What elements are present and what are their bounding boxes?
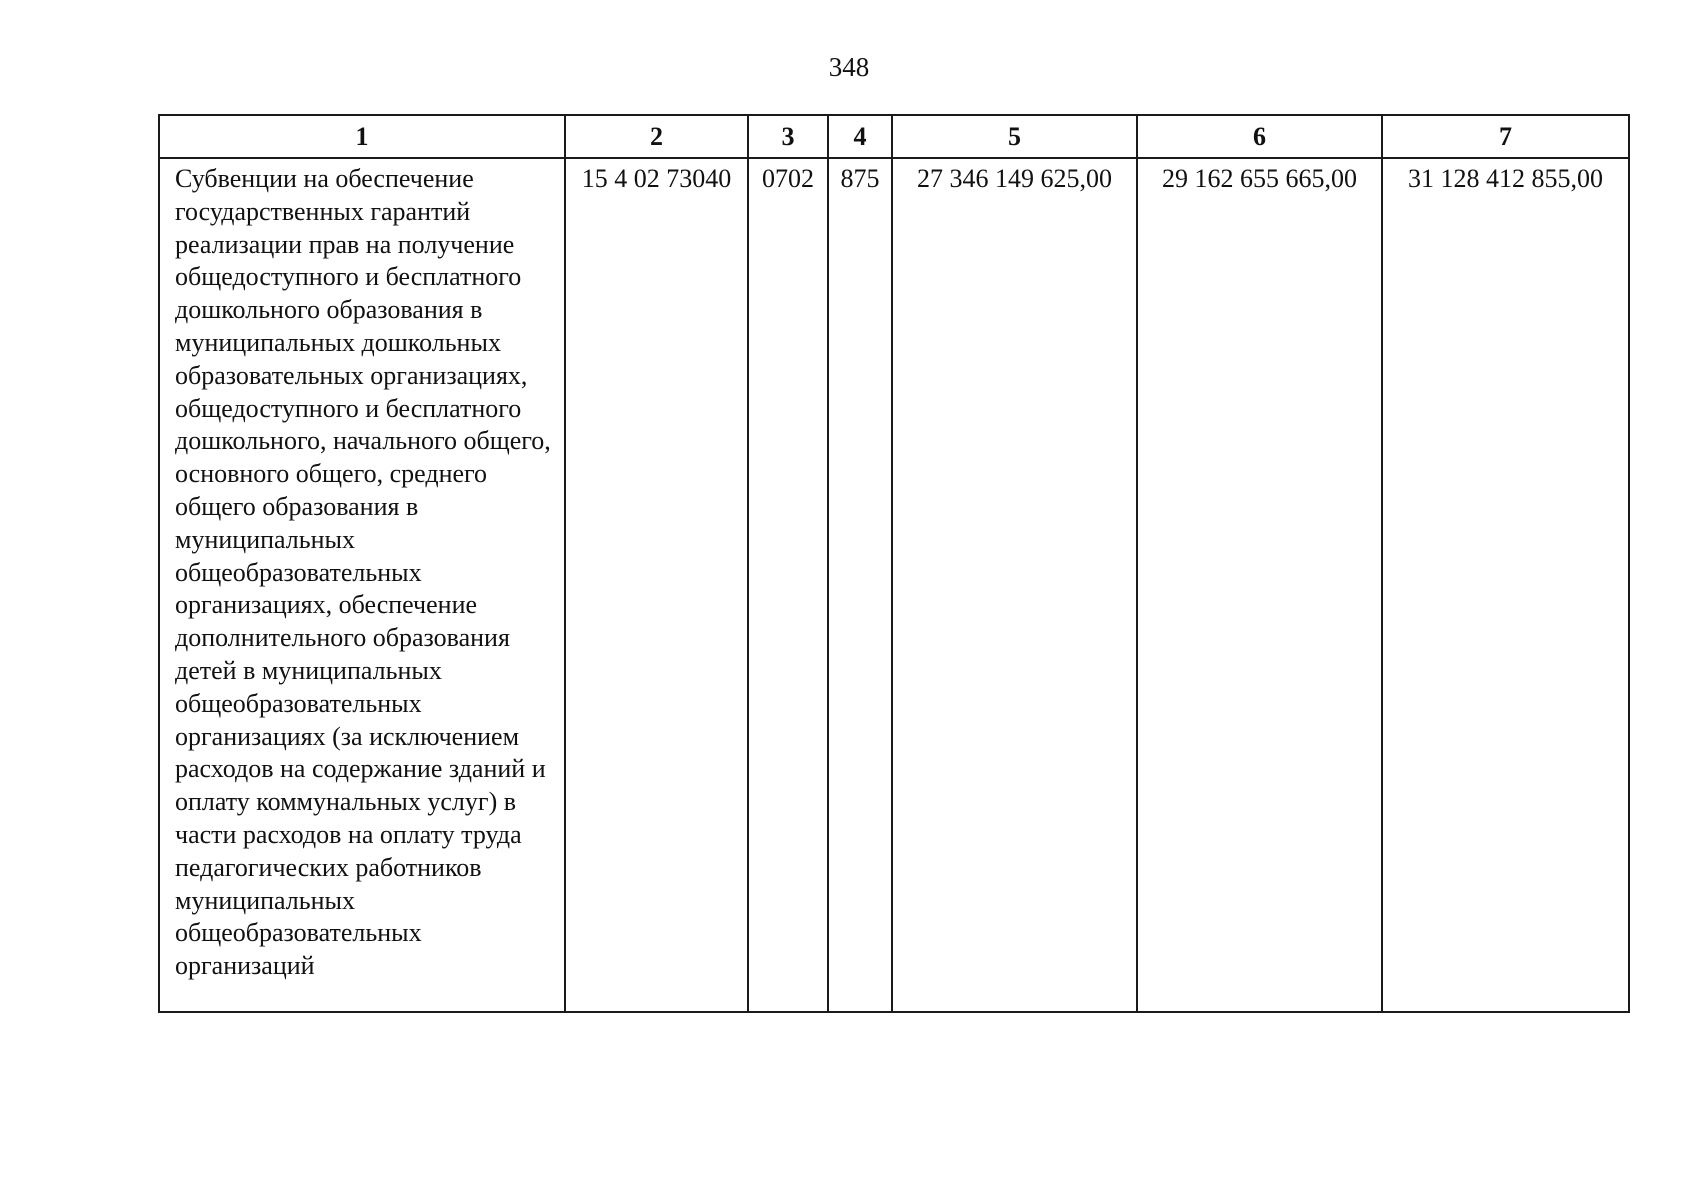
amount-year3-cell: 31 128 412 855,00 xyxy=(1382,158,1629,1012)
expense-type-cell: 875 xyxy=(828,158,892,1012)
budget-table xyxy=(158,114,1630,1013)
section-cell: 0702 xyxy=(748,158,828,1012)
page-number: 348 xyxy=(828,52,870,82)
column-header-5: 5 xyxy=(892,115,1137,158)
column-header-6: 6 xyxy=(1137,115,1382,158)
header-row xyxy=(159,115,1629,158)
column-header-4: 4 xyxy=(828,115,892,158)
amount-year2-cell: 29 162 655 665,00 xyxy=(1137,158,1382,1012)
table-row xyxy=(159,158,1629,1012)
column-header-2: 2 xyxy=(565,115,748,158)
target-article-cell: 15 4 02 73040 xyxy=(565,158,748,1012)
column-header-1: 1 xyxy=(159,115,565,158)
amount-year1-cell: 27 346 149 625,00 xyxy=(892,158,1137,1012)
column-header-3: 3 xyxy=(748,115,828,158)
column-header-7: 7 xyxy=(1382,115,1629,158)
expense-name-cell: Субвенции на обеспечение государственных гарантий реализации прав на получение общедоступного и бесплатного дошкольного образования в муниципальных дошкольных образовательных организациях, общедоступного и бесплатного дошкольного, начального общего, основного общего, среднего общего образования в муниципальных общеобразовательных организациях, обеспечение дополнительного образования детей в муниципальных общеобразовательных организациях (за исключением расходов на содержание зданий и оплату коммунальных услуг) в части расходов на оплату труда педагогических работников муниципальных общеобразовательных организаций xyxy=(159,158,565,1012)
